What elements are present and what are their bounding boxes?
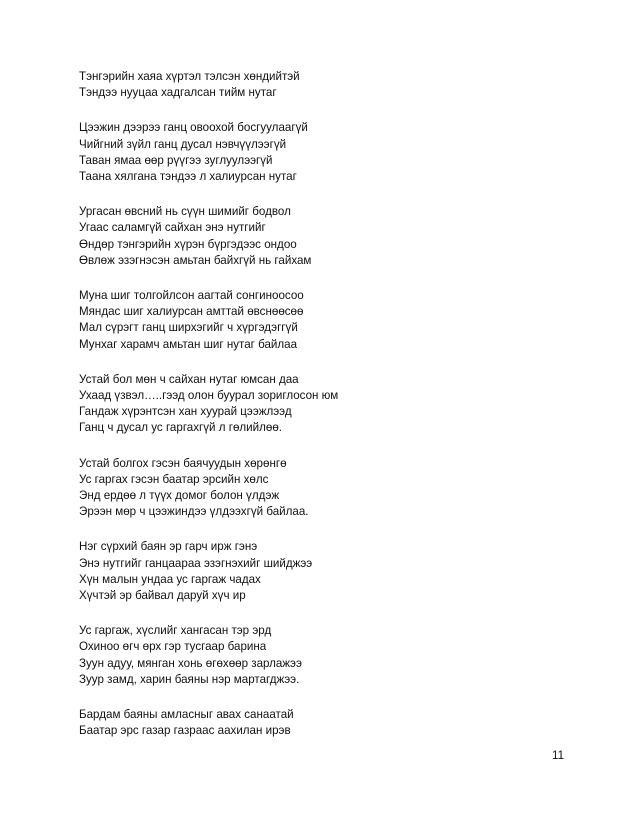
poem-line: Ухаад үзвэл…..гээд олон буурал зориглосон юм <box>79 389 339 403</box>
stanza <box>79 456 599 521</box>
stanza <box>79 288 599 353</box>
poem-line: Цээжин дээрээ ганц овоохой босгуулаагүй <box>79 121 308 135</box>
poem-line: Ус гаргаж, хүслийг хангасан тэр эрд <box>79 624 272 638</box>
poem-line: Хүн малын ундаа ус гаргаж чадах <box>79 572 261 586</box>
poem-line: Өвлөж эзэгнэсэн амьтан байхгүй нь гайхам <box>79 253 312 267</box>
poem-line: Зуун адуу, мянган хонь өгөхөөр зарлажээ <box>79 656 302 670</box>
poem-line: Өндөр тэнгэрийн хүрэн бүргэдээс ондоо <box>79 237 297 251</box>
poem-line: Угаас саламгүй сайхан энэ нутгийг <box>79 221 266 235</box>
poem-line: Эрээн мөр ч цээжиндээ үлдээхгүй байлаа. <box>79 505 309 519</box>
stanza <box>79 372 599 437</box>
poem-line: Мяндас шиг халиурсан амттай өвснөөсөө <box>79 305 304 319</box>
stanza <box>79 539 599 604</box>
poem-line: Мал сүрэгт ганц ширхэгийг ч хүргэдэггүй <box>79 321 298 335</box>
poem-line: Гандаж хүрэнтсэн хан хуурай цээжлээд <box>79 405 292 419</box>
poem-line: Мунхаг харамч амьтан шиг нутаг байлаа <box>79 337 298 351</box>
poem-line: Баатар эрс газар газраас аахилан ирэв <box>79 724 291 738</box>
stanza <box>79 623 599 688</box>
poem-line: Устай бол мөн ч сайхан нутаг юмсан даа <box>79 372 299 386</box>
poem-text <box>79 69 599 759</box>
poem-line: Таван ямаа өөр рүүгээ зуглуулээгүй <box>79 153 273 167</box>
poem-line: Охиноо өгч өрх гэр тусгаар барина <box>79 640 267 654</box>
poem-line: Устай болгох гэсэн баячуудын хөрөнгө <box>79 456 287 470</box>
poem-line: Ургасан өвсний нь сүүн шимийг бодвол <box>79 205 291 219</box>
poem-line: Энэ нутгийг ганцаараа эзэгнэхийг шийджээ <box>79 556 313 570</box>
stanza <box>79 120 599 185</box>
stanza <box>79 69 599 101</box>
poem-line: Ганц ч дусал ус гаргахгүй л гөлийлөө. <box>79 421 283 435</box>
poem-line: Чийгний зүйл ганц дусал нэвчүүлээгүй <box>79 137 287 151</box>
poem-line: Тэндээ нууцаа хадгалсан тийм нутаг <box>79 86 277 100</box>
poem-line: Бардам баяны амласныг авах санаатай <box>79 708 294 722</box>
page-number: 11 <box>552 749 565 762</box>
poem-line: Зуур замд, харин баяны нэр мартагджээ. <box>79 672 300 686</box>
poem-line: Тэнгэрийн хаяа хүртэл тэлсэн хөндийтэй <box>79 70 300 83</box>
poem-line: Муна шиг толгойлсон аагтай сонгиноосоо <box>79 289 304 303</box>
poem-line: Хүчтэй эр байвал даруй хүч ир <box>79 589 246 603</box>
stanza <box>79 204 599 269</box>
poem-line: Энд ердөө л түүх домог болон үлдэж <box>79 489 280 503</box>
poem-line: Таана хялгана тэндээ л халиурсан нутаг <box>79 170 297 184</box>
poem-line: Нэг сүрхий баян эр гарч ирж гэнэ <box>79 540 258 554</box>
stanza <box>79 707 599 739</box>
poem-line: Ус гаргах гэсэн баатар эрсийн хөлс <box>79 472 269 486</box>
